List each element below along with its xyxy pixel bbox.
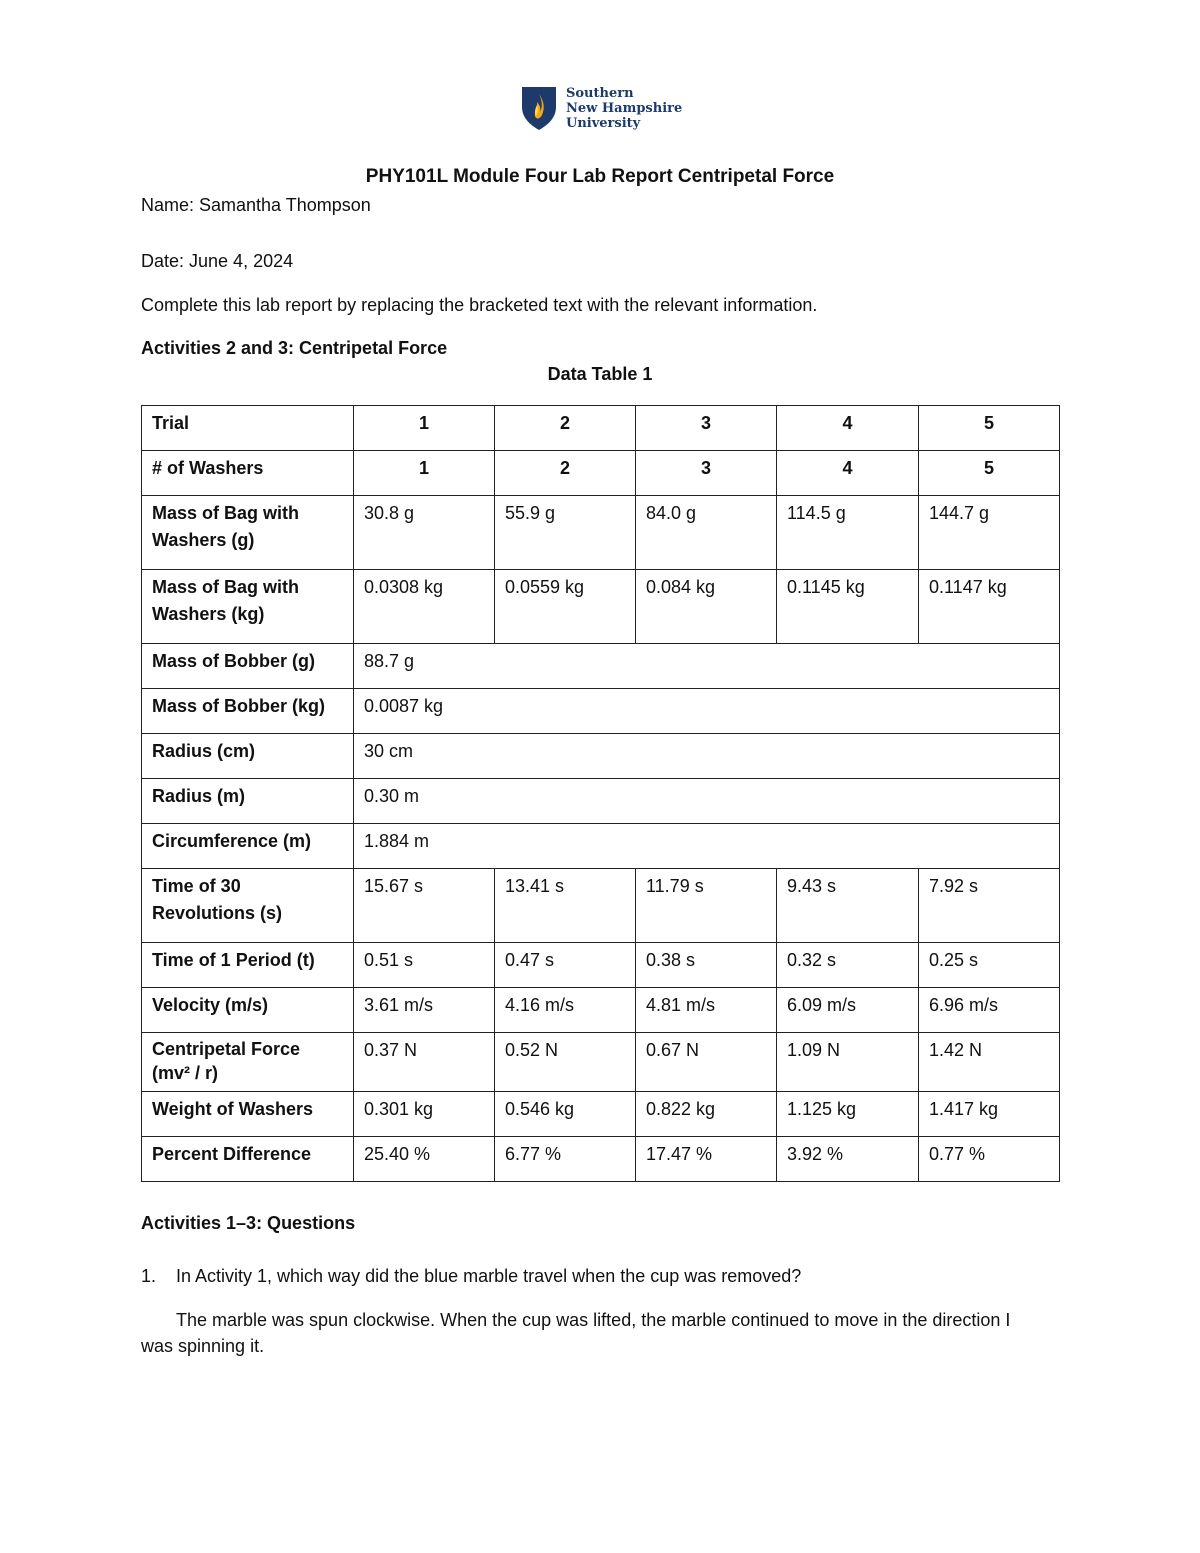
table-cell: 4 — [777, 406, 919, 451]
university-logo — [520, 84, 690, 132]
table-row-circumference — [142, 824, 1060, 869]
table-cell: 3.92 % — [777, 1137, 919, 1182]
table-cell: 0.47 s — [495, 943, 636, 988]
table-cell: 0.301 kg — [354, 1092, 495, 1137]
table-cell: 1.884 m — [354, 824, 1060, 869]
row-label: Centripetal Force (mv² / r) — [142, 1033, 354, 1092]
table-cell: 30.8 g — [354, 496, 495, 570]
table-row-time30 — [142, 869, 1060, 943]
table-cell: 0.25 s — [919, 943, 1060, 988]
row-label: Velocity (m/s) — [142, 988, 354, 1033]
table-cell: 3.61 m/s — [354, 988, 495, 1033]
table-cell: 11.79 s — [636, 869, 777, 943]
table-cell: 6.96 m/s — [919, 988, 1060, 1033]
row-label: Mass of Bag with Washers (kg) — [142, 570, 354, 644]
table-cell: 144.7 g — [919, 496, 1060, 570]
activities-heading: Activities 2 and 3: Centripetal Force — [141, 338, 448, 358]
row-label: Mass of Bobber (g) — [142, 644, 354, 689]
table-cell: 2 — [495, 406, 636, 451]
table-cell: 88.7 g — [354, 644, 1060, 689]
table-row-radius-m — [142, 779, 1060, 824]
row-label: Trial — [142, 406, 354, 451]
table-row-mass-g — [142, 496, 1060, 570]
row-label: Mass of Bag with Washers (g) — [142, 496, 354, 570]
table-cell: 1.42 N — [919, 1033, 1060, 1092]
table-cell: 4 — [777, 451, 919, 496]
table-cell: 7.92 s — [919, 869, 1060, 943]
table-row-weight — [142, 1092, 1060, 1137]
table-cell: 55.9 g — [495, 496, 636, 570]
table-cell: 0.37 N — [354, 1033, 495, 1092]
row-label: Radius (m) — [142, 779, 354, 824]
row-label: Time of 30 Revolutions (s) — [142, 869, 354, 943]
report-date: Date: June 4, 2024 — [141, 251, 294, 271]
table-cell: 84.0 g — [636, 496, 777, 570]
row-label: Circumference (m) — [142, 824, 354, 869]
table-row-bobber-kg — [142, 689, 1060, 734]
table-cell: 4.81 m/s — [636, 988, 777, 1033]
table-cell: 1 — [354, 451, 495, 496]
table-cell: 0.084 kg — [636, 570, 777, 644]
table-cell: 1.417 kg — [919, 1092, 1060, 1137]
table-row-velocity — [142, 988, 1060, 1033]
table-cell: 17.47 % — [636, 1137, 777, 1182]
table-cell: 3 — [636, 406, 777, 451]
logo-line-2: New Hampshire — [566, 100, 683, 116]
table-cell: 13.41 s — [495, 869, 636, 943]
question-number: 1. — [141, 1266, 157, 1286]
row-label: # of Washers — [142, 451, 354, 496]
table-row-percent — [142, 1137, 1060, 1182]
table-cell: 6.09 m/s — [777, 988, 919, 1033]
table-cell: 5 — [919, 451, 1060, 496]
table-row-mass-kg — [142, 570, 1060, 644]
table-cell: 1 — [354, 406, 495, 451]
row-label: Time of 1 Period (t) — [142, 943, 354, 988]
answer-1: The marble was spun clockwise. When the cup was lifted, the marble continued to move in the direction I was spinning it. — [141, 1310, 1011, 1356]
table-cell: 0.0559 kg — [495, 570, 636, 644]
table-cell: 15.67 s — [354, 869, 495, 943]
table-cell: 114.5 g — [777, 496, 919, 570]
table-row-trial — [142, 406, 1060, 451]
table-cell: 0.0087 kg — [354, 689, 1060, 734]
table-row-washers — [142, 451, 1060, 496]
table-cell: 0.1145 kg — [777, 570, 919, 644]
table-row-radius-cm — [142, 734, 1060, 779]
table-cell: 0.822 kg — [636, 1092, 777, 1137]
logo-line-3: University — [566, 115, 641, 131]
row-label: Percent Difference — [142, 1137, 354, 1182]
questions-heading: Activities 1–3: Questions — [141, 1213, 356, 1233]
instructions-text: Complete this lab report by replacing the bracketed text with the relevant information. — [141, 295, 818, 315]
shield-flame-icon — [520, 85, 558, 131]
table-cell: 0.546 kg — [495, 1092, 636, 1137]
table-cell: 0.67 N — [636, 1033, 777, 1092]
table-row-force — [142, 1033, 1060, 1092]
table-cell: 0.38 s — [636, 943, 777, 988]
table-cell: 9.43 s — [777, 869, 919, 943]
report-title: PHY101L Module Four Lab Report Centripetal Force — [365, 166, 835, 187]
table-cell: 0.51 s — [354, 943, 495, 988]
row-label: Mass of Bobber (kg) — [142, 689, 354, 734]
table-cell: 25.40 % — [354, 1137, 495, 1182]
table-cell: 0.77 % — [919, 1137, 1060, 1182]
table-row-period — [142, 943, 1060, 988]
logo-wordmark — [566, 86, 682, 131]
table-cell: 0.30 m — [354, 779, 1060, 824]
table-row-bobber-g — [142, 644, 1060, 689]
row-label: Weight of Washers — [142, 1092, 354, 1137]
question-1 — [141, 1266, 801, 1287]
table-cell: 0.1147 kg — [919, 570, 1060, 644]
table-cell: 0.32 s — [777, 943, 919, 988]
table-cell: 4.16 m/s — [495, 988, 636, 1033]
table-cell: 1.09 N — [777, 1033, 919, 1092]
data-table — [141, 405, 1060, 1182]
table-caption: Data Table 1 — [547, 364, 653, 384]
student-name: Name: Samantha Thompson — [141, 195, 371, 215]
table-cell: 30 cm — [354, 734, 1060, 779]
table-cell: 6.77 % — [495, 1137, 636, 1182]
table-cell: 1.125 kg — [777, 1092, 919, 1137]
table-cell: 0.52 N — [495, 1033, 636, 1092]
question-text: In Activity 1, which way did the blue marble travel when the cup was removed? — [176, 1266, 802, 1286]
table-cell: 5 — [919, 406, 1060, 451]
row-label: Radius (cm) — [142, 734, 354, 779]
table-cell: 3 — [636, 451, 777, 496]
logo-line-1: Southern — [566, 85, 634, 101]
table-cell: 0.0308 kg — [354, 570, 495, 644]
table-cell: 2 — [495, 451, 636, 496]
